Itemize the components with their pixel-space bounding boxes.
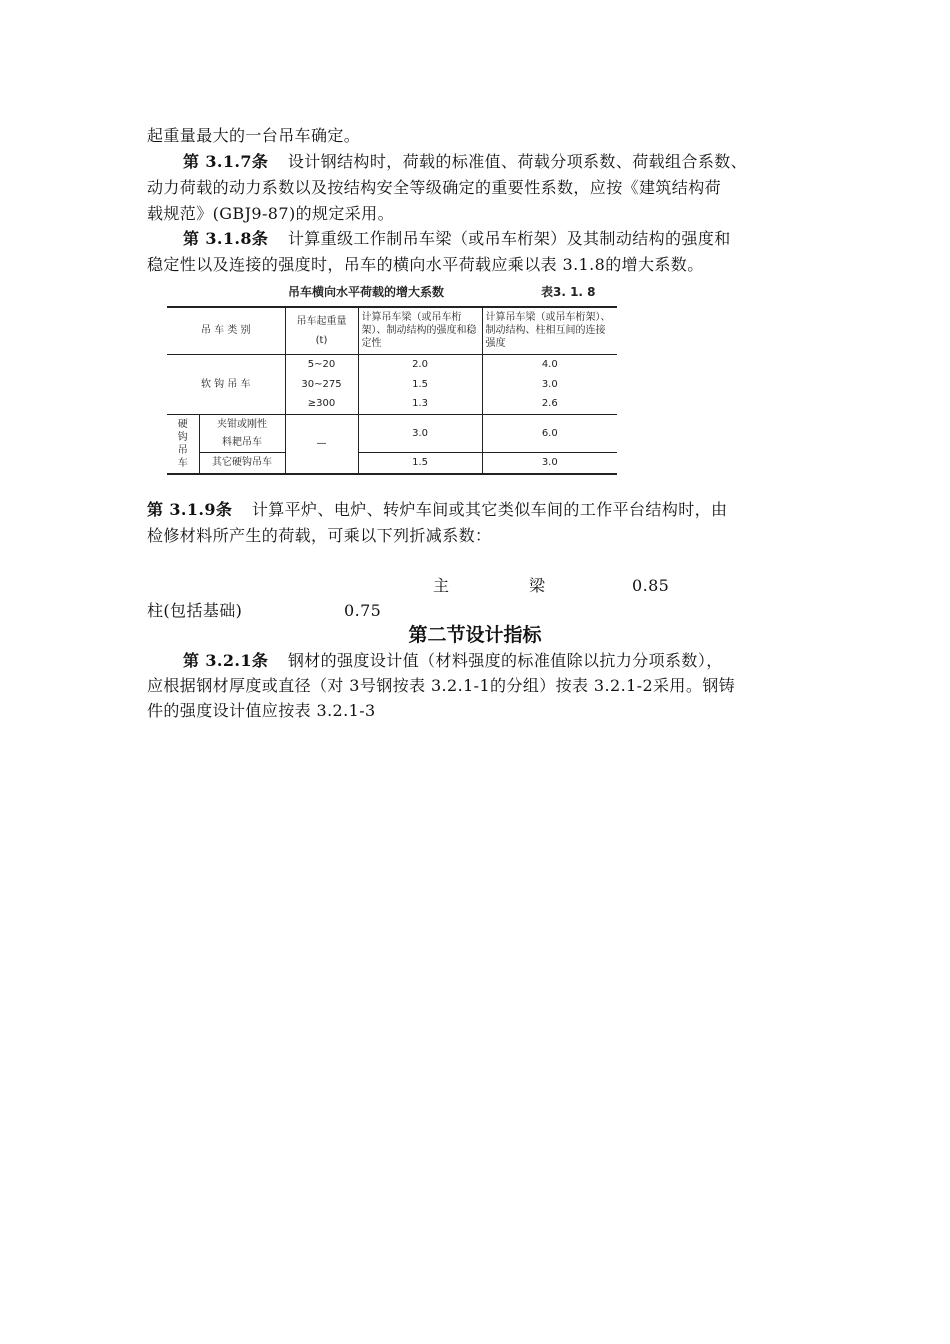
table-title: 吊车横向水平荷载的增大系数: [288, 285, 445, 299]
cell-strength: 2.0: [358, 354, 482, 374]
clause-label: 第 3.1.9条: [147, 500, 233, 519]
clause-text: 设计钢结构时，荷载的标准值、荷载分项系数、荷载组合系数、: [287, 152, 748, 171]
coef-main-beam-value: 0.85: [632, 576, 670, 595]
cell-strength: 3.0: [358, 414, 482, 452]
clause-label: 第 3.1.7条: [183, 152, 269, 171]
paragraph-line: 动力荷载的动力系数以及按结构安全等级确定的重要性系数，应按《建筑结构荷: [147, 178, 722, 197]
cell-strength: 1.5: [358, 374, 482, 394]
cell-capacity: ≥300: [285, 394, 358, 414]
header-connection: 计算吊车梁（或吊车桁架）、制动结构、柱相互间的连接强度: [482, 307, 617, 354]
cell-connection: 6.0: [482, 414, 617, 452]
cell-strength: 1.3: [358, 394, 482, 414]
paragraph-line: 检修材料所产生的荷载，可乘以下列折减系数：: [147, 526, 492, 545]
coef-row-main-beam-b: 梁: [529, 576, 546, 595]
clause-label: 第 3.1.8条: [183, 229, 269, 248]
section-heading: 第二节设计指标: [408, 624, 542, 646]
coef-column-value: 0.75: [344, 601, 382, 620]
paragraph-line: 稳定性以及连接的强度时，吊车的横向水平荷载应乘以表 3.1.8的增大系数。: [147, 255, 704, 274]
table-row: [167, 354, 617, 374]
cell-type: 夹钳或刚性 料耙吊车: [199, 414, 285, 452]
hard-hook-label: 硬钩吊车: [167, 414, 199, 474]
header-type: 吊 车 类 别: [167, 307, 285, 354]
clause-text: 钢材的强度设计值（材料强度的标准值除以抗力分项系数），: [287, 651, 723, 670]
paragraph-line: 件的强度设计值应按表 3.2.1-3: [147, 701, 376, 720]
paragraph-line: 应根据钢材厚度或直径（对 3号钢按表 3.2.1-1的分组）按表 3.2.1-2采用。钢铸: [147, 676, 736, 695]
soft-hook-label: 软 钩 吊 车: [167, 354, 285, 414]
header-capacity: 吊车起重量 (t): [285, 307, 358, 354]
cell-strength: 1.5: [358, 452, 482, 474]
clause-3-1-9: [147, 499, 812, 521]
paragraph-line: 起重量最大的一台吊车确定。: [147, 126, 361, 145]
cell-connection: 3.0: [482, 452, 617, 474]
clause-text: 计算重级工作制吊车梁（或吊车桁架）及其制动结构的强度和: [287, 229, 731, 248]
clause-label: 第 3.2.1条: [183, 651, 269, 670]
cell-connection: 4.0: [541, 358, 558, 370]
clause-3-1-7: [183, 151, 812, 173]
clause-3-2-1: [183, 650, 812, 672]
table-row: [167, 452, 617, 474]
table-row: [167, 414, 617, 452]
coef-row-column: 柱(包括基础): [147, 601, 243, 620]
paragraph-line: 载规范》(GBJ9-87)的规定采用。: [147, 204, 394, 223]
cell-connection: 2.6: [482, 394, 617, 414]
clause-3-1-8: [183, 228, 812, 250]
table-header-row: [167, 307, 617, 354]
cell-capacity: —: [285, 414, 358, 474]
coef-row-main-beam: 主: [433, 576, 450, 595]
table-number: 表3. 1. 8: [541, 285, 596, 299]
cell-capacity: 5~20: [285, 354, 358, 374]
coefficient-table: [167, 306, 617, 475]
cell-connection: 3.0: [541, 378, 558, 390]
clause-text: 计算平炉、电炉、转炉车间或其它类似车间的工作平台结构时，由: [251, 500, 728, 519]
cell-type: 其它硬钩吊车: [199, 452, 285, 474]
header-strength: 计算吊车梁（或吊车桁架）、制动结构的强度和稳定性: [358, 307, 482, 354]
cell-capacity: 30~275: [285, 374, 358, 394]
